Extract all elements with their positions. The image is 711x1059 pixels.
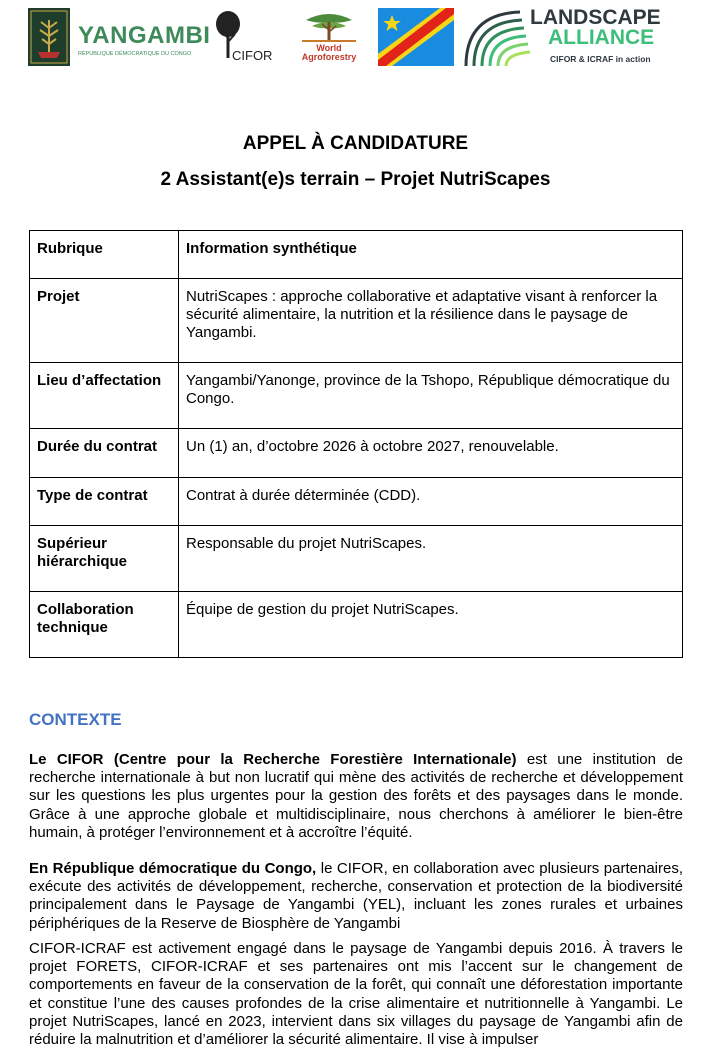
context-paragraph: CIFOR-ICRAF est activement engagé dans le paysage de Yangambi depuis 2016. À travers le projet FORETS, CIFOR-ICRAF et ses partenaires ont mis l’accent sur le changement de comportements en faveur de la conservation de la forêt, qui connaît une déforestation importante et constitue l’une des causes profondes de la crise alimentaire et nutritionnelle à Yangambi. Le projet NutriScapes, lancé en 2023, intervient dans six villages du paysage de Yangambi afin de réduire la malnutrition et d’améliorer la sécurité alimentaire. Il vise à impulser bbox=[29, 940, 683, 1049]
table-row bbox=[30, 526, 683, 592]
table-row-key: Supérieur hiérarchique bbox=[30, 526, 179, 592]
acacia-tree-icon bbox=[298, 8, 360, 44]
table-row-value: Responsable du projet NutriScapes. bbox=[179, 526, 683, 592]
landscape-alliance-arcs-icon bbox=[464, 8, 536, 68]
landscape-alliance-tagline: CIFOR & ICRAF in action bbox=[550, 54, 651, 64]
logo-band bbox=[28, 8, 684, 70]
table-row-value: Équipe de gestion du projet NutriScapes. bbox=[179, 592, 683, 658]
context-paragraph-lead: Le CIFOR (Centre pour la Recherche Forestière Internationale) bbox=[29, 751, 517, 768]
table-row-key: Collaboration technique bbox=[30, 592, 179, 658]
table-row-value: NutriScapes : approche collaborative et adaptative visant à renforcer la sécurité alimentaire, la nutrition et la résilience dans le paysage de Yangambi. bbox=[179, 279, 683, 363]
table-row-value: Un (1) an, d’octobre 2026 à octobre 2027, renouvelable. bbox=[179, 429, 683, 478]
context-paragraph-body: le CIFOR, en collaboration avec plusieurs partenaires, exécute des activités de développement, recherche, conservation et protection de la biodiversité principalement dans le Paysage de Yangambi (YEL), incluant les zones rurales et urbaines périphériques de la Reserve de Biosphère de Yangambi bbox=[29, 860, 684, 932]
table-row bbox=[30, 279, 683, 363]
table-row bbox=[30, 592, 683, 658]
cifor-logo bbox=[212, 8, 273, 68]
landscape-alliance-line1: LANDSCAPE bbox=[530, 6, 661, 29]
table-header-key: Rubrique bbox=[30, 231, 179, 279]
table-row-value: Contrat à durée déterminée (CDD). bbox=[179, 478, 683, 526]
cifor-name: CIFOR bbox=[232, 48, 273, 63]
page-title: APPEL À CANDIDATURE bbox=[242, 133, 469, 154]
context-paragraph-lead: En République démocratique du Congo, bbox=[29, 860, 317, 877]
landscape-alliance-line2: ALLIANCE bbox=[548, 26, 655, 49]
yangambi-logo bbox=[76, 8, 211, 68]
world-agroforestry-line2: Agroforestry bbox=[301, 52, 357, 62]
table-header-row bbox=[30, 231, 683, 279]
table-row-key: Durée du contrat bbox=[30, 429, 179, 478]
landscape-alliance-logo bbox=[528, 8, 688, 68]
summary-table bbox=[29, 230, 683, 658]
table-row-key: Lieu d’affectation bbox=[30, 363, 179, 429]
context-paragraph bbox=[29, 751, 683, 842]
yangambi-name: YANGAMBI bbox=[78, 22, 211, 49]
page-subtitle: 2 Assistant(e)s terrain – Projet NutriScapes bbox=[160, 169, 551, 190]
table-row bbox=[30, 363, 683, 429]
world-agroforestry-logo bbox=[298, 8, 360, 68]
context-paragraph-body: est une institution de recherche internationale à but non lucratif qui mène des activités de recherche et développement sur les questions les plus urgentes pour la gestion des forêts et des paysages dans le monde. Grâce à une approche globale et multidisciplinaire, nous cherchons à améliorer le bien-être humain, à protéger l’environnement et à accroître l’équité. bbox=[29, 751, 684, 841]
context-paragraph bbox=[29, 860, 683, 933]
yangambi-emblem-icon bbox=[28, 8, 70, 68]
table-row bbox=[30, 478, 683, 526]
section-heading-contexte: CONTEXTE bbox=[29, 710, 122, 729]
table-header-value: Information synthétique bbox=[179, 231, 683, 279]
yangambi-subtitle: RÉPUBLIQUE DÉMOCRATIQUE DU CONGO bbox=[78, 51, 192, 57]
table-row-key: Type de contrat bbox=[30, 478, 179, 526]
world-agroforestry-line1: World bbox=[316, 43, 342, 53]
table-row-value: Yangambi/Yanonge, province de la Tshopo, République démocratique du Congo. bbox=[179, 363, 683, 429]
table-row-key: Projet bbox=[30, 279, 179, 363]
drc-flag-icon bbox=[378, 8, 454, 68]
table-row bbox=[30, 429, 683, 478]
